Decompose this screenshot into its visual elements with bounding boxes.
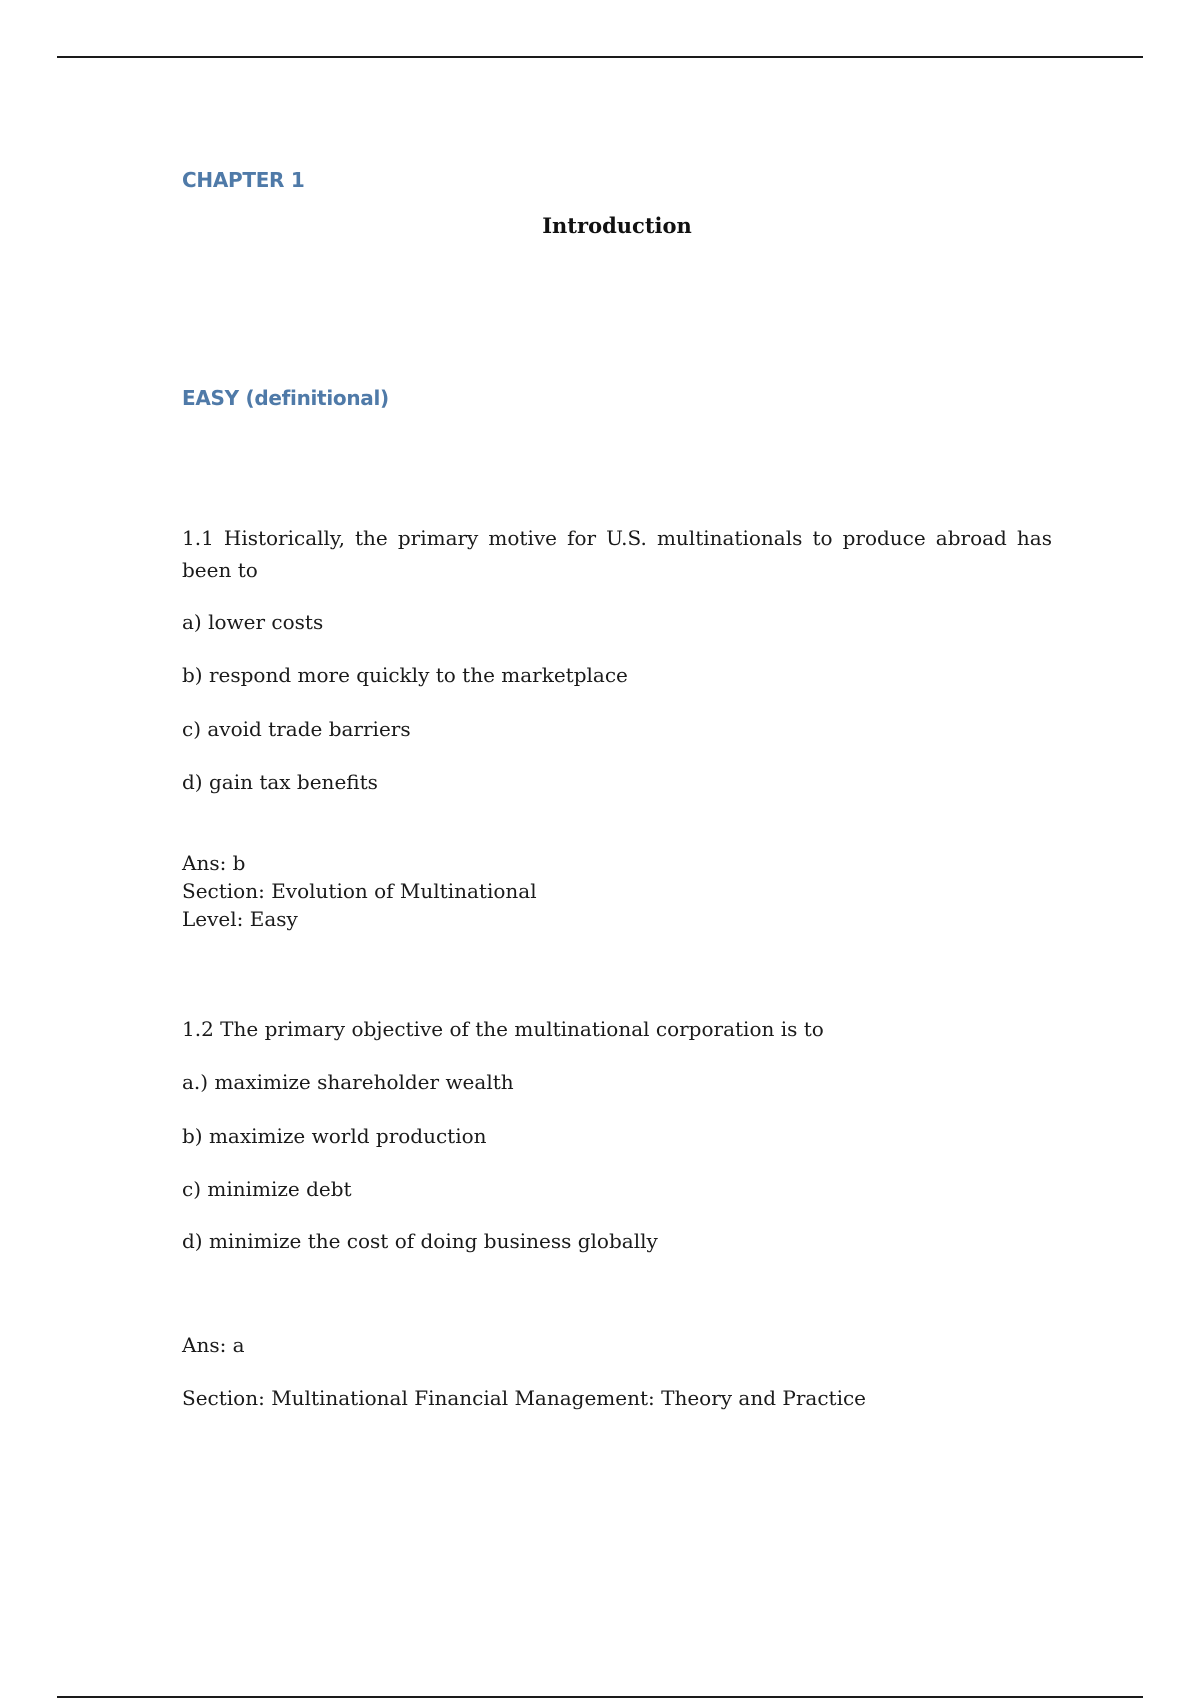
chapter-label: CHAPTER 1 [182,168,305,192]
answer-option: c) avoid trade barriers [182,717,411,741]
answer-option: b) respond more quickly to the marketplace [182,663,628,687]
answer-option: a) lower costs [182,610,324,634]
answer-key: Ans: a [182,1333,245,1357]
question-stem: 1.1 Historically, the primary motive for U.S. multinationals to produce abroad has been to [182,526,1052,582]
answer-key: Ans: b [182,851,246,875]
section-reference: Section: Multinational Financial Management: Theory and Practice [182,1386,867,1410]
answer-option: b) maximize world production [182,1124,487,1148]
question-stem: 1.2 The primary objective of the multinational corporation is to [182,1017,824,1041]
page-title: Introduction [542,213,692,238]
difficulty-heading: EASY (definitional) [182,386,389,410]
difficulty-level: Level: Easy [182,907,298,931]
answer-option: a.) maximize shareholder wealth [182,1070,514,1094]
top-rule [57,56,1143,58]
bottom-rule [57,1696,1143,1698]
section-reference: Section: Evolution of Multinational [182,879,537,903]
answer-option: d) minimize the cost of doing business globally [182,1229,658,1253]
answer-option: c) minimize debt [182,1177,352,1201]
answer-option: d) gain tax benefits [182,770,378,794]
